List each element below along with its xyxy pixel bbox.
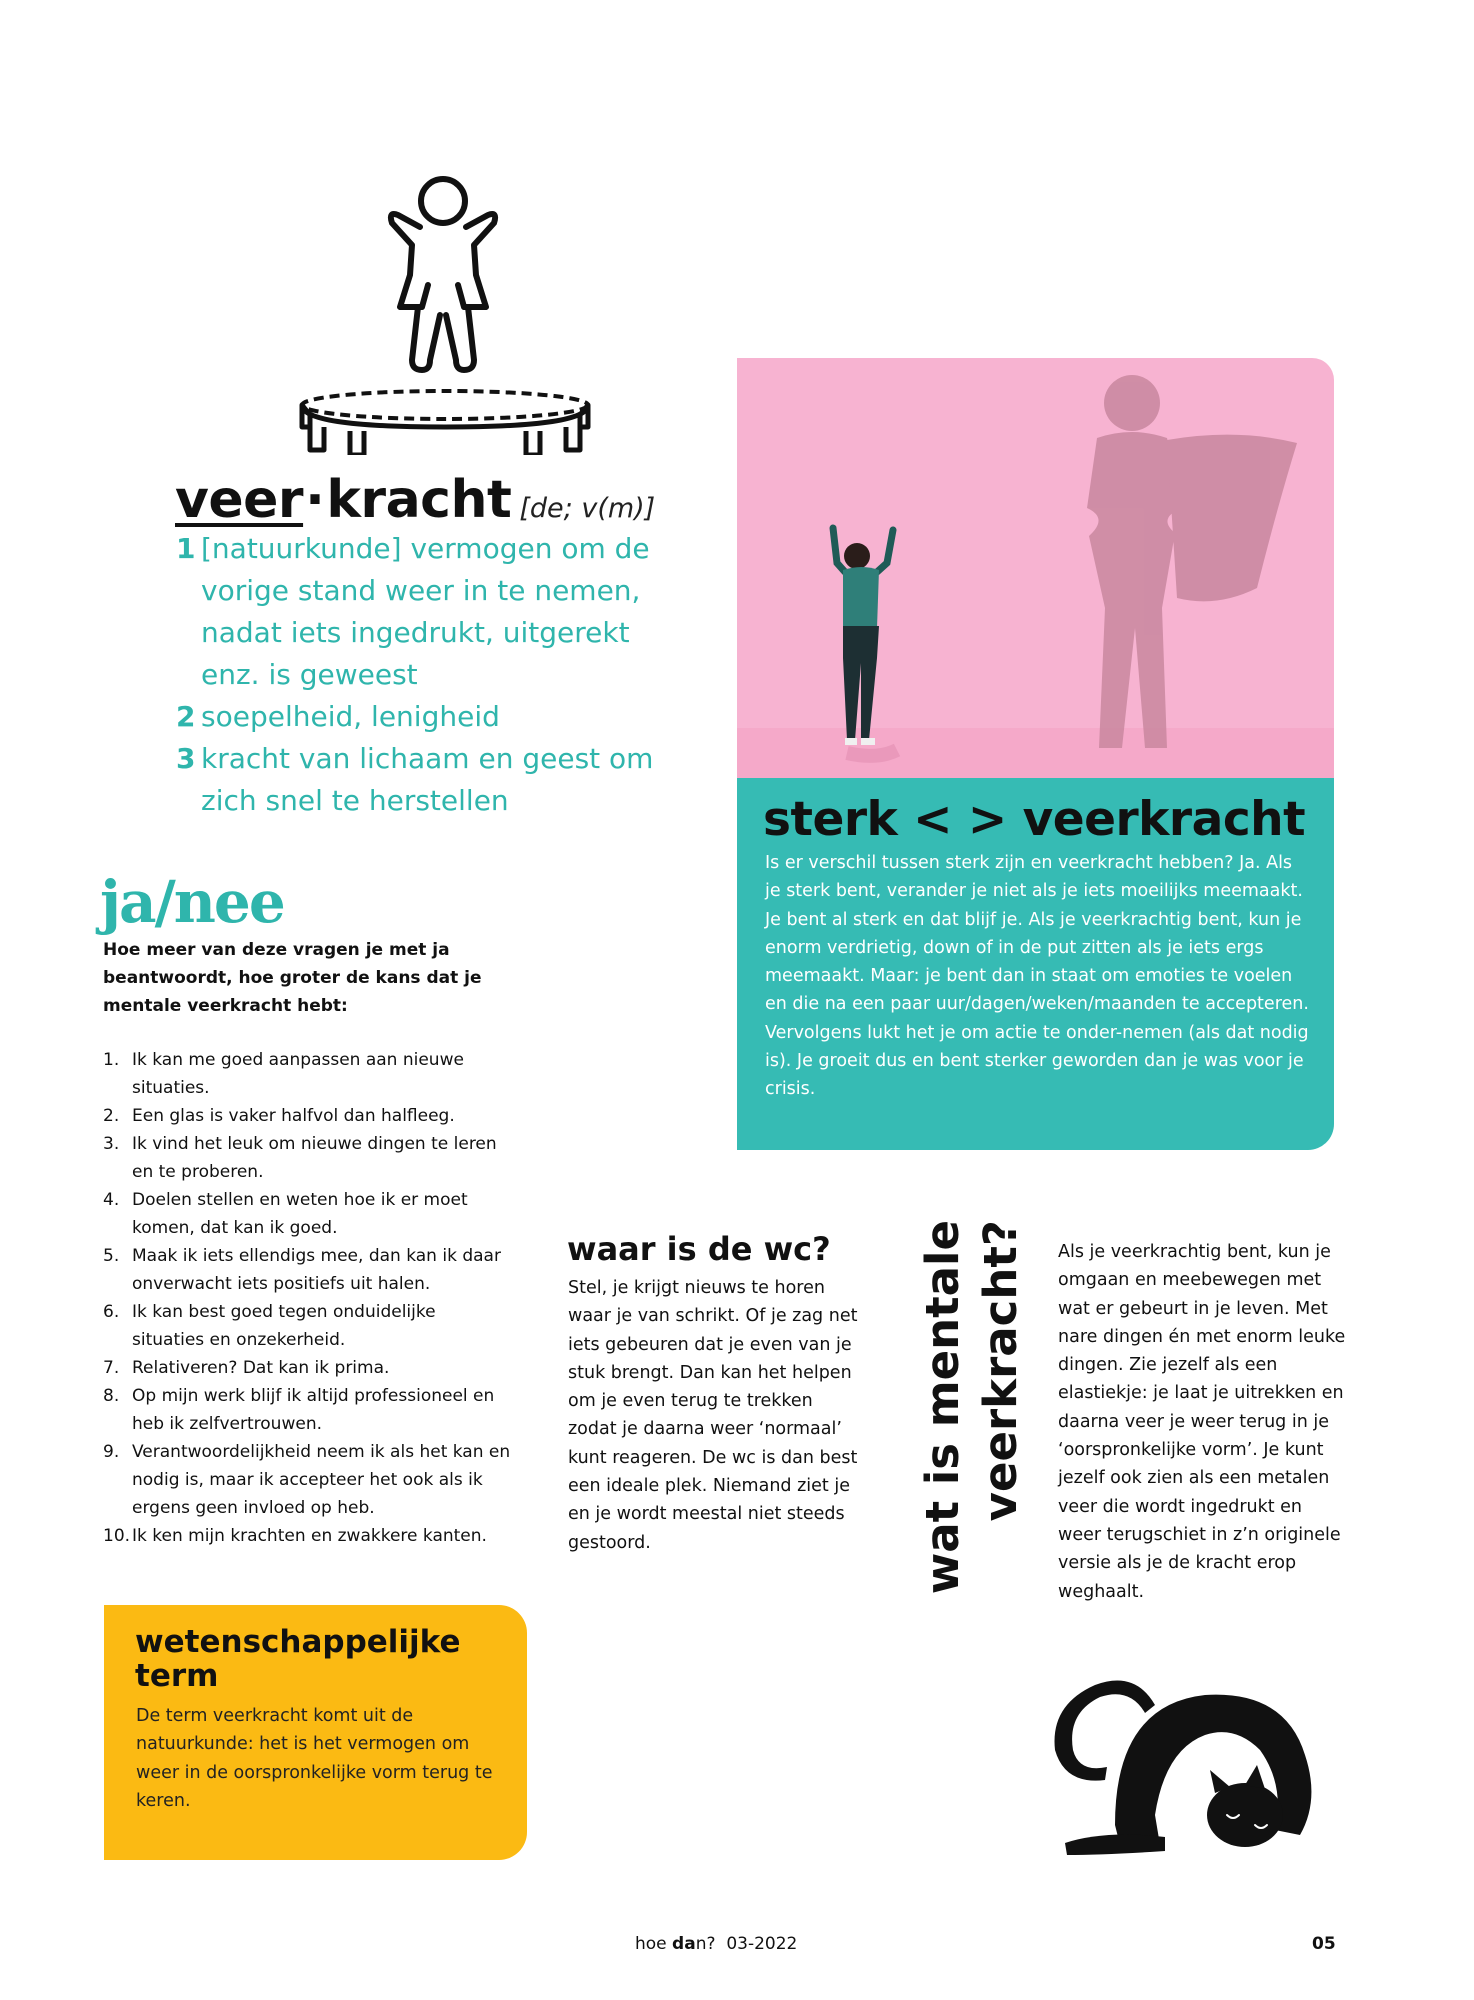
list-text: Een glas is vaker halfvol dan halfleeg.: [132, 1106, 455, 1126]
headword: [175, 470, 511, 530]
list-item: [103, 1298, 513, 1354]
definition-list: [170, 528, 690, 822]
footer-brand-pre: hoe: [635, 1934, 673, 1954]
footer-brand-post: n?: [695, 1934, 716, 1954]
definition-item: [170, 528, 690, 696]
mentale-title-line2: veerkracht?: [974, 1220, 1027, 1522]
list-number: 8.: [103, 1386, 120, 1406]
definition-number: 3: [176, 742, 196, 775]
list-text: Ik vind het leuk om nieuwe dingen te leren en te proberen.: [132, 1134, 497, 1182]
grammar-note: [de; v(m)]: [519, 493, 656, 524]
list-number: 4.: [103, 1190, 120, 1210]
janee-intro: Hoe meer van deze vragen je met ja beantwoordt, hoe groter de kans dat je mentale veerkracht hebt:: [103, 940, 482, 1016]
mentale-veerkracht-title: [914, 1220, 1030, 1640]
wc-title: waar is de wc?: [567, 1230, 831, 1268]
list-item: [103, 1382, 513, 1438]
janee-title: ja/nee: [100, 868, 284, 936]
headword-part2: kracht: [326, 470, 512, 530]
list-item: [103, 1130, 513, 1186]
list-text: Verantwoordelijkheid neem ik als het kan en nodig is, maar ik accepteer het ook als ik ergens geen invloed op heb.: [132, 1442, 511, 1518]
definition-number: 1: [176, 532, 196, 565]
list-item: [103, 1522, 513, 1550]
superhero-shadow-photo: [737, 358, 1334, 778]
wetenschappelijke-term-body: De term veerkracht komt uit de natuurkunde: het is het vermogen om weer in de oorspronkelijke vorm terug te keren.: [136, 1706, 493, 1811]
list-text: Doelen stellen en weten hoe ik er moet komen, dat kan ik goed.: [132, 1190, 468, 1238]
definition-number: 2: [176, 700, 196, 733]
list-number: 5.: [103, 1246, 120, 1266]
footer-issue-date: 03-2022: [726, 1934, 798, 1954]
wc-body: Stel, je krijgt nieuws te horen waar je van schrikt. Of je zag net iets gebeuren dat je even van je stuk brengt. Dan kan het helpen om je even terug te trekken zodat je daarna weer ‘normaal’ kunt reageren. De wc is dan best een ideale plek. Niemand ziet je en je wordt meestal niet steeds gestoord.: [568, 1278, 858, 1553]
footer-issue: [635, 1934, 797, 1954]
photo-illustration: [737, 358, 1334, 778]
list-number: 7.: [103, 1358, 120, 1378]
definition-headword: [175, 470, 655, 530]
list-text: Ik kan me goed aanpassen aan nieuwe situaties.: [132, 1050, 464, 1098]
list-text: Ik kan best goed tegen onduidelijke situaties en onzekerheid.: [132, 1302, 436, 1350]
headword-dot: ·: [305, 470, 325, 530]
list-number: 1.: [103, 1050, 120, 1070]
list-number: 9.: [103, 1442, 120, 1462]
list-item: [103, 1102, 513, 1130]
list-number: 10.: [103, 1526, 131, 1546]
sterk-veerkracht-title: sterk < > veerkracht: [763, 792, 1306, 847]
list-item: [103, 1242, 513, 1298]
list-item: [103, 1186, 513, 1242]
page-number: 05: [1312, 1934, 1336, 1954]
list-item: [103, 1354, 513, 1382]
janee-list: [103, 1046, 513, 1550]
list-number: 3.: [103, 1134, 120, 1154]
definition-text: [natuurkunde] vermogen om de vorige stand weer in te nemen, nadat iets ingedrukt, uitgerekt enz. is geweest: [201, 532, 650, 691]
list-number: 6.: [103, 1302, 120, 1322]
list-number: 2.: [103, 1106, 120, 1126]
mentale-veerkracht-body: Als je veerkrachtig bent, kun je omgaan en meebewegen met wat er gebeurt in je leven. Met nare dingen én met enorm leuke dingen. Zie jezelf als een elastiekje: je laat je uitrekken en daarna veer je weer terug in je ‘oorspronkelijke vorm’. Je kunt jezelf ook zien als een metalen veer die wordt ingedrukt en weer terugschiet in z’n originele versie als je de kracht erop weghaalt.: [1058, 1242, 1346, 1602]
definition-item: [170, 696, 690, 738]
black-cat-illustration: [1045, 1665, 1345, 1865]
list-item: [103, 1046, 513, 1102]
mentale-title-line1: wat is mentale: [916, 1220, 969, 1595]
definition-text: kracht van lichaam en geest om zich snel te herstellen: [201, 742, 654, 817]
definition-item: [170, 738, 690, 822]
list-text: Op mijn werk blijf ik altijd professioneel en heb ik zelfvertrouwen.: [132, 1386, 495, 1434]
sterk-veerkracht-body: Is er verschil tussen sterk zijn en veerkracht hebben? Ja. Als je sterk bent, verander je niet als je iets moeilijks meemaakt. Je bent al sterk en dat blijf je. Als je veerkrachtig bent, kun je enorm verdrietig, down of in de put zitten als je iets ergs meemaakt. Maar: je bent dan in staat om emoties te voelen en die na een paar uur/dagen/weken/maanden te accepteren. Vervolgens lukt het je om actie te onder-nemen (als dat nodig is). Je groeit dus en bent sterker geworden dan je was voor je crisis.: [765, 853, 1309, 1100]
trampoline-child-illustration: [280, 165, 610, 455]
list-item: [103, 1438, 513, 1522]
list-text: Relativeren? Dat kan ik prima.: [132, 1358, 390, 1378]
wetenschappelijke-term-title: wetenschappelijke term: [135, 1624, 461, 1694]
footer-brand-bold: da: [672, 1934, 696, 1954]
definition-text: soepelheid, lenigheid: [201, 700, 500, 733]
list-text: Ik ken mijn krachten en zwakkere kanten.: [132, 1526, 487, 1546]
list-text: Maak ik iets ellendigs mee, dan kan ik daar onverwacht iets positiefs uit halen.: [132, 1246, 501, 1294]
headword-part1: veer: [175, 470, 304, 530]
